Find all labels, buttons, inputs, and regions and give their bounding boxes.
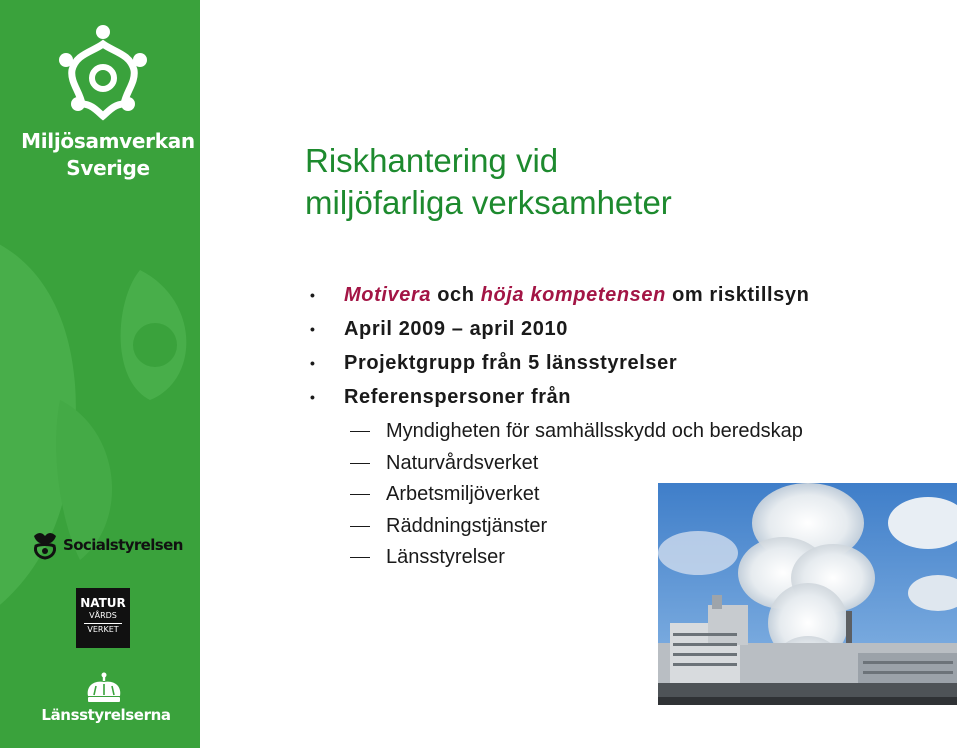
bullet-dot-icon: • xyxy=(310,355,316,371)
slide-title xyxy=(305,140,925,224)
bullet-emphasis: Motivera xyxy=(344,284,432,306)
sub-bullet-text: Arbetsmiljöverket xyxy=(386,483,540,505)
bullet-text: om risktillsyn xyxy=(665,284,810,306)
sub-bullet-text: Naturvårdsverket xyxy=(386,451,539,474)
sub-bullet-item xyxy=(350,448,910,480)
sidebar xyxy=(0,0,200,748)
bullet-dot-icon: • xyxy=(310,321,316,337)
bullet-list xyxy=(310,278,930,414)
brand-name xyxy=(18,128,198,182)
bullet-item xyxy=(310,380,930,414)
slide-title-line-2: miljöfarliga verksamheter xyxy=(305,184,672,221)
bullet-item xyxy=(310,346,930,380)
slide-title-line-1: Riskhantering vid xyxy=(305,142,559,179)
sub-bullet-item xyxy=(350,416,910,448)
sub-bullet-text: Myndigheten för samhällsskydd och beredskap xyxy=(386,420,803,442)
crown-icon xyxy=(84,672,124,704)
power-plant-steam-photo xyxy=(658,483,957,705)
naturvardsverket-logo xyxy=(76,588,130,648)
naturvardsverket-line-3: VERKET xyxy=(87,625,119,634)
dash-icon xyxy=(350,526,370,527)
brand-line-2: Sverige xyxy=(66,156,150,180)
lansstyrelserna-name: Länsstyrelserna xyxy=(41,706,171,724)
bullet-text: Referenspersoner från xyxy=(344,386,572,408)
brand-line-1: Miljösamverkan xyxy=(21,129,195,153)
sub-bullet-text: Räddningstjänster xyxy=(386,514,548,537)
socialstyrelsen-name: Socialstyrelsen xyxy=(63,536,183,554)
bullet-text: Projektgrupp från 5 länsstyrelser xyxy=(344,352,678,374)
naturvardsverket-line-1: NATUR xyxy=(80,596,126,610)
socialstyrelsen-logo xyxy=(30,528,190,562)
bullet-item xyxy=(310,278,930,312)
bullet-emphasis: höja kompetensen xyxy=(480,284,666,306)
dash-icon xyxy=(350,494,370,495)
socialstyrelsen-emblem-icon xyxy=(30,530,60,560)
dash-icon xyxy=(350,557,370,558)
dash-icon xyxy=(350,431,370,432)
bullet-dot-icon: • xyxy=(310,287,316,303)
naturvardsverket-line-2: VÅRDS xyxy=(89,611,117,620)
bullet-text: och xyxy=(431,284,481,306)
bullet-dot-icon: • xyxy=(310,389,316,405)
flower-people-logo-icon xyxy=(48,22,158,122)
sub-bullet-text: Länsstyrelser xyxy=(386,546,505,568)
bullet-text: April 2009 – april 2010 xyxy=(344,318,568,340)
dash-icon xyxy=(350,463,370,464)
bullet-item xyxy=(310,312,930,346)
